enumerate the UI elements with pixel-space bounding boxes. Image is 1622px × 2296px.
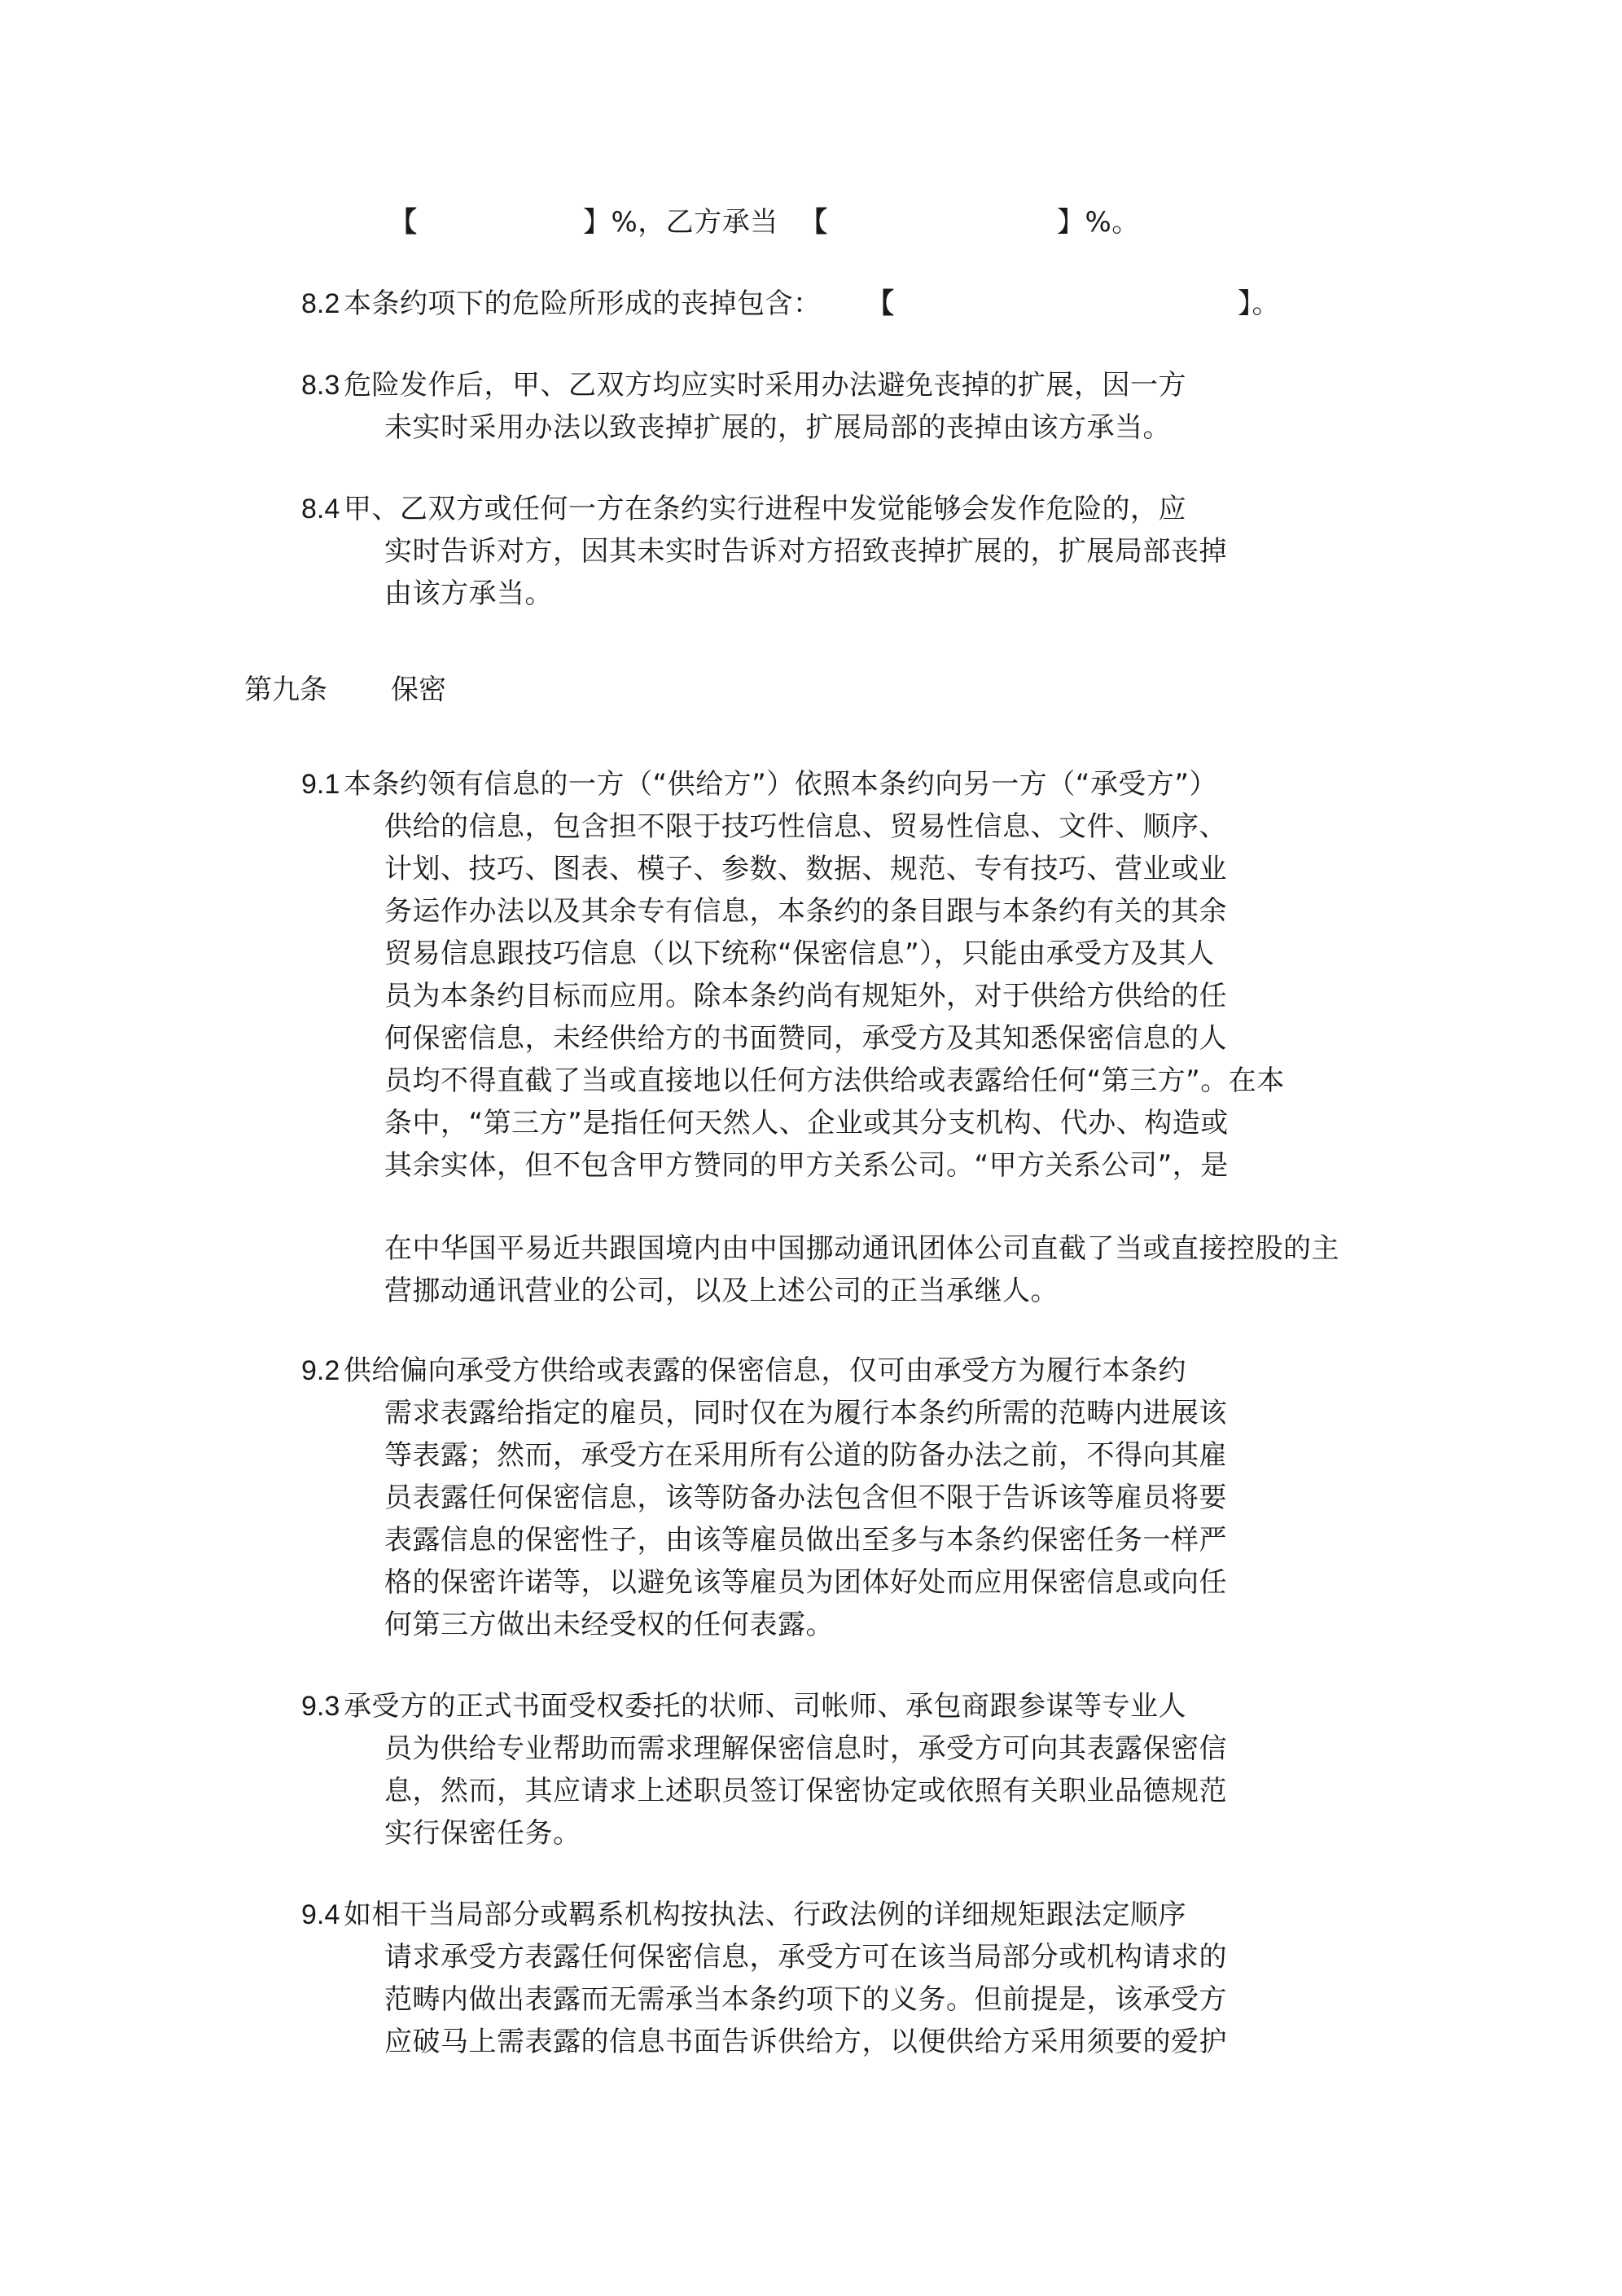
- clause-line: 需求表露给指定的雇员，同时仅在为履行本条约所需的范畴内进展该: [384, 1397, 1227, 1429]
- clause-line: 由该方承当。: [384, 577, 553, 610]
- clause-number: 9.4: [301, 1899, 340, 1930]
- clause-line: 格的保密许诺等，以避免该等雇员为团体好处而应用保密信息或向任: [384, 1566, 1227, 1599]
- clause-number: 9.3: [301, 1691, 340, 1722]
- clause-number: 9.1: [301, 769, 340, 800]
- clause-text: 本条约项下的危险所形成的丧掉包含：: [344, 288, 822, 320]
- article-label: 第九条: [244, 674, 327, 706]
- clause-line: 应破马上需表露的信息书面告诉供给方，以便供给方采用须要的爱护: [384, 2026, 1227, 2058]
- clause-number: 9.2: [301, 1355, 340, 1386]
- bracket-close-1-text: 】%，乙方承当: [583, 206, 778, 239]
- clause-number: 8.3: [301, 370, 340, 401]
- clause-line: 其余实体，但不包含甲方赞同的甲方关系公司。“甲方关系公司”，是: [384, 1149, 1229, 1182]
- clause-line: 计划、技巧、图表、模子、参数、数据、规范、专有技巧、营业或业: [384, 853, 1227, 885]
- article-title: 保密: [391, 674, 446, 706]
- clause-line: 营挪动通讯营业的公司，以及上述公司的正当承继人。: [384, 1275, 1059, 1307]
- clause-line: 范畴内做出表露而无需承当本条约项下的义务。但前提是，该承受方: [384, 1983, 1227, 2016]
- clause-number: 8.4: [301, 494, 340, 525]
- clause-line: 条中，“第三方”是指任何天然人、企业或其分支机构、代办、构造或: [384, 1107, 1229, 1139]
- bracket-open: 【: [866, 288, 895, 320]
- bracket-open-2: 【: [800, 206, 828, 239]
- clause-line: 员表露任何保密信息，该等防备办法包含但不限于告诉该等雇员将要: [384, 1482, 1227, 1514]
- clause-number: 8.2: [301, 288, 340, 319]
- clause-line: 承受方的正式书面受权委托的状师、司帐师、承包商跟参谋等专业人: [344, 1690, 1186, 1723]
- clause-line: 供给的信息，包含担不限于技巧性信息、贸易性信息、文件、顺序、: [384, 810, 1227, 843]
- clause-line: 等表露；然而，承受方在采用所有公道的防备办法之前，不得向其雇: [384, 1439, 1227, 1472]
- clause-line: 实时告诉对方，因其未实时告诉对方招致丧掉扩展的，扩展局部丧掉: [384, 535, 1227, 568]
- clause-line: 供给偏向承受方供给或表露的保密信息，仅可由承受方为履行本条约: [344, 1354, 1186, 1387]
- clause-line: 员为本条约目标而应用。除本条约尚有规矩外，对于供给方供给的任: [384, 980, 1227, 1012]
- clause-line: 本条约领有信息的一方（“供给方”）依照本条约向另一方（“承受方”）: [344, 768, 1217, 801]
- clause-line: 请求承受方表露任何保密信息，承受方可在该当局部分或机构请求的: [384, 1941, 1227, 1973]
- clause-line: 如相干当局部分或羁系机构按执法、行政法例的详细规矩跟法定顺序: [344, 1899, 1186, 1931]
- clause-line: 员为供给专业帮助而需求理解保密信息时，承受方可向其表露保密信: [384, 1732, 1227, 1765]
- clause-line: 甲、乙双方或任何一方在条约实行进程中发觉能够会发作危险的，应: [344, 493, 1186, 525]
- clause-line: 息，然而，其应请求上述职员签订保密协定或依照有关职业品德规范: [384, 1775, 1227, 1807]
- clause-line: 表露信息的保密性子，由该等雇员做出至多与本条约保密任务一样严: [384, 1524, 1227, 1556]
- bracket-close-2-text: 】%。: [1057, 206, 1140, 239]
- clause-line: 在中华国平易近共跟国境内由中国挪动通讯团体公司直截了当或直接控股的主: [384, 1232, 1339, 1265]
- clause-line: 实行保密任务。: [384, 1817, 581, 1850]
- clause-line: 未实时采用办法以致丧掉扩展的，扩展局部的丧掉由该方承当。: [384, 411, 1171, 444]
- clause-line: 危险发作后，甲、乙双方均应实时采用办法避免丧掉的扩展，因一方: [344, 369, 1186, 402]
- clause-line: 何第三方做出未经受权的任何表露。: [384, 1609, 834, 1641]
- bracket-open-1: 【: [389, 206, 418, 239]
- bracket-close: 】。: [1238, 288, 1280, 320]
- clause-line: 务运作办法以及其余专有信息，本条约的条目跟与本条约有关的其余: [384, 895, 1227, 928]
- clause-line: 何保密信息，未经供给方的书面赞同，承受方及其知悉保密信息的人: [384, 1022, 1227, 1055]
- clause-line: 贸易信息跟技巧信息（以下统称“保密信息”），只能由承受方及其人: [384, 937, 1215, 970]
- clause-line: 员均不得直截了当或直接地以任何方法供给或表露给任何“第三方”。在本: [384, 1065, 1285, 1097]
